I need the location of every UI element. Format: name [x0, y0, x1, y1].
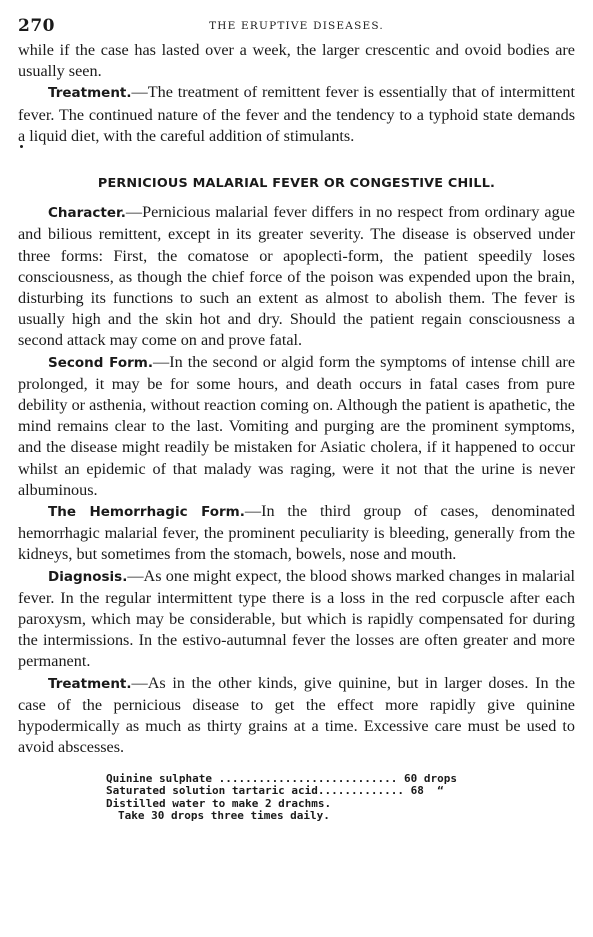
prescription-line: Distilled water to make 2 drachms. [106, 796, 332, 810]
paragraph-text: —In the second or algid form the symptoms of intense chill are prolonged, it may be for some hours, and death occurs in fatal cases from pure debility or asthenia, without reaction coming on. Although the patient is apathetic, the mind remains clear to the last. Vomiting and purging are the prominent symptoms, and the disease might readily be mistaken for Asiatic cholera, if it happened to occur whilst an epidemic of that malady was raging, were it not that the urine is never albuminous. [18, 352, 576, 499]
paragraph-label: The Hemorrhagic Form. [48, 504, 245, 521]
section-heading: PERNICIOUS MALARIAL FEVER OR CONGESTIVE CHILL. [97, 176, 496, 192]
paragraph-text: —Pernicious malarial fever differs in no respect from ordinary ague and bilious remittent, except in its greater severity. The disease is observed under three forms: First, the comatose or apoplecti-form, the patient speedily loses consciousness, as though the chief force of the poison was expended upon the brain, disturbing its functions to such an extent as almost to abolish them. The fever is usually high and the skin hot and dry. Should the patient regain consciousness a second attack may come on and prove fatal. [18, 203, 575, 350]
paragraph-character [18, 202, 575, 351]
paragraph-text: —In the third group of cases, denominated hemorrhagic malarial fever, the prominent peculiarity is bleeding, generally from the kidneys, but sometimes from the stomach, bowels, nose and mouth. [18, 502, 575, 564]
paragraph-label: Treatment. [48, 85, 132, 102]
page-number: 270 [18, 16, 55, 36]
paragraph-diagnosis [18, 566, 575, 673]
paragraph-label: Character. [48, 205, 126, 222]
running-head: THE ERUPTIVE DISEASES. [209, 20, 384, 32]
paragraph-label: Treatment. [48, 675, 132, 692]
paragraph-second-form [18, 352, 575, 501]
paragraph-continuation [18, 40, 575, 82]
prescription-line: Saturated solution tartaric acid............. 68 “ [106, 784, 444, 798]
paragraph-treatment-pernicious [18, 673, 575, 759]
paragraph-hemorrhagic-form [18, 501, 575, 566]
paragraph-label: Second Form. [48, 354, 153, 371]
prescription-line: Take 30 drops three times daily. [118, 809, 330, 823]
body-text [18, 40, 575, 759]
paragraph-label: Diagnosis. [48, 568, 128, 585]
page-header [18, 14, 575, 40]
stray-dot-mark [18, 147, 575, 153]
paragraph-text: while if the case has lasted over a week, the larger crescentic and ovoid bodies are usually seen. [18, 41, 575, 81]
paragraph-text: —The treatment of remittent fever is essentially that of intermittent fever. The continued nature of the fever and the tendency to a typhoid state demands a liquid diet, with the careful addition of stimulants. [18, 83, 575, 145]
paragraph-treatment-remittent [18, 82, 575, 147]
paragraph-text: —As in the other kinds, give quinine, but in larger doses. In the case of the pernicious disease to get the effect more rapidly give quinine hypodermically as much as thirty grains at a time. Excessive care must be used to avoid abscesses. [18, 673, 575, 757]
paragraph-text: —As one might expect, the blood shows marked changes in malarial fever. In the regular intermittent type there is a loss in the red corpuscle after each paroxysm, which may be considerable, but which is rapidly compensated for during the intermissions. In the estivo-autumnal fever the losses are often greater and more permanent. [18, 566, 575, 671]
prescription-line: Quinine sulphate ........................... 60 drops [106, 771, 457, 785]
prescription-block [106, 773, 575, 823]
